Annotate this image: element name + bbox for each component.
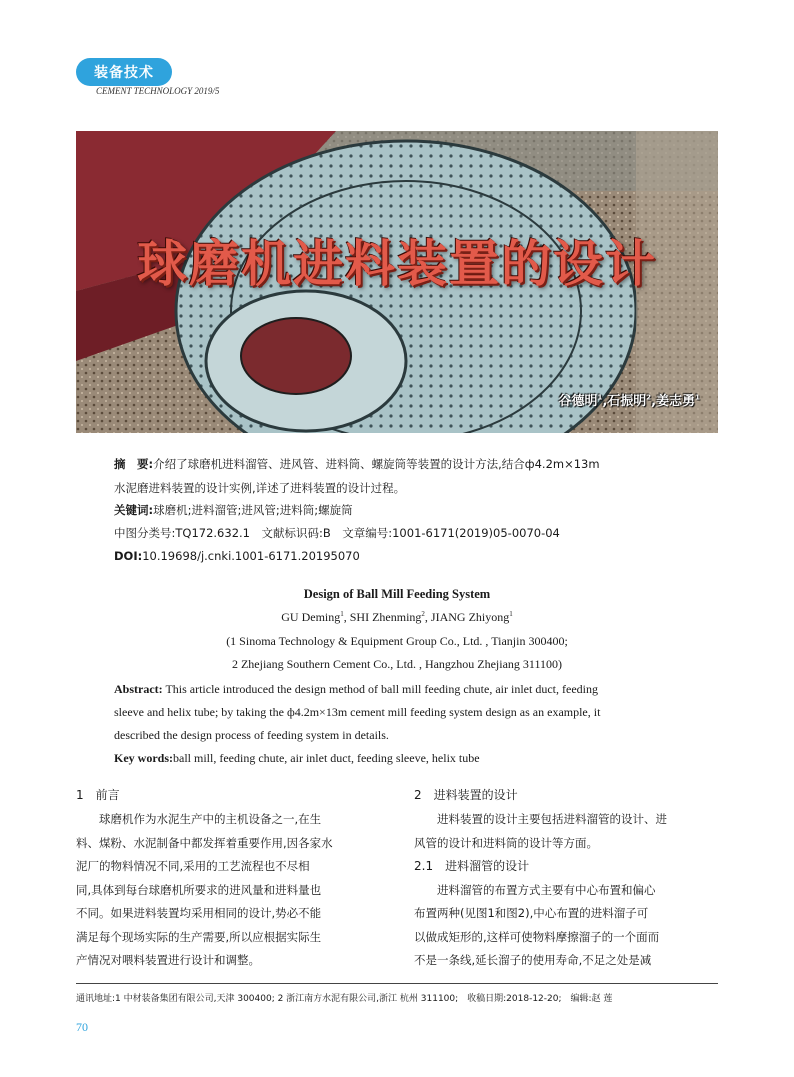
affiliation-2: 2 Zhejiang Southern Cement Co., Ltd. , Hangzhou Zhejiang 311100) xyxy=(231,657,563,671)
keywords-cn-label: 关键词: xyxy=(114,503,154,517)
keywords-en-label: Key words: xyxy=(114,751,173,765)
abstract-en-line2: sleeve and helix tube; by taking the ф4.2m×13m cement mill feeding system design as an example, it xyxy=(114,705,601,719)
abstract-en-text1: This article introduced the design method of ball mill feeding chute, air inlet duct, feeding xyxy=(162,682,598,696)
abstract-en-line1 xyxy=(114,682,598,697)
keywords-en xyxy=(114,751,480,766)
body-line: 球磨机作为水泥生产中的主机设备之一,在生 xyxy=(76,812,322,826)
body-line: 满足每个现场实际的生产需要,所以应根据实际生 xyxy=(76,929,322,944)
section-2-1-heading: 2.1 进料溜管的设计 xyxy=(414,859,530,873)
journal-name: CEMENT TECHNOLOGY 2019/5 xyxy=(96,86,220,96)
body-line: 料、煤粉、水泥制备中都发挥着重要作用,因各家水 xyxy=(76,835,333,850)
hero-authors: 谷德明$^1$,石振明$^2$,姜志勇$^1$ xyxy=(558,393,700,409)
doi-text: 10.19698/j.cnki.1001-6171.20195070 xyxy=(142,549,360,563)
footer-rule xyxy=(76,983,718,984)
section-2-heading: 2 进料装置的设计 xyxy=(414,788,518,802)
keywords-en-text: ball mill, feeding chute, air inlet duct, feeding sleeve, helix tube xyxy=(173,751,480,765)
abstract-cn-line1 xyxy=(114,456,600,472)
english-title: Design of Ball Mill Feeding System xyxy=(303,587,491,601)
body-line: 同,具体到每台球磨机所要求的进风量和进料量也 xyxy=(76,882,322,897)
abstract-en-label: Abstract: xyxy=(114,682,163,696)
section-2-body xyxy=(414,808,667,973)
body-line: 风管的设计和进料筒的设计等方面。 xyxy=(414,835,598,850)
keywords-cn xyxy=(114,502,353,518)
abstract-cn-label: 摘 要: xyxy=(114,457,154,471)
section-tag: 装备技术 xyxy=(76,58,172,86)
doi-label: DOI: xyxy=(114,549,143,563)
doi-line xyxy=(114,548,360,564)
body-line: 不同。如果进料装置均采用相同的设计,势必不能 xyxy=(76,906,322,920)
body-line: 泥厂的物料情况不同,采用的工艺流程也不尽相 xyxy=(76,859,310,873)
section-1-heading: 1 前言 xyxy=(76,788,120,802)
body-line: 进料溜管的布置方式主要有中心布置和偏心 xyxy=(414,882,656,897)
body-line: 不是一条线,延长溜子的使用寿命,不足之处是减 xyxy=(414,953,652,967)
hero-title: 球磨机进料装置的设计 xyxy=(137,235,657,293)
body-line: 以做成矩形的,这样可使物料摩擦溜子的一个面而 xyxy=(414,929,660,944)
body-line: 进料装置的设计主要包括进料溜管的设计、进 xyxy=(414,812,667,826)
keywords-cn-text: 球磨机;进料溜管;进风管;进料筒;螺旋筒 xyxy=(153,503,353,517)
body-line: 产情况对喂料装置进行设计和调整。 xyxy=(76,953,260,967)
abstract-cn-line2: 水泥磨进料装置的设计实例,详述了进料装置的设计过程。 xyxy=(114,481,406,495)
affiliation-1: (1 Sinoma Technology & Equipment Group Co., Ltd. , Tianjin 300400; xyxy=(226,634,568,648)
abstract-en-line3: described the design process of feeding system in details. xyxy=(114,728,389,742)
page-number: 70 xyxy=(76,1020,88,1034)
section-1-body xyxy=(76,808,333,973)
english-authors: GU Deming$^1$, SHI Zhenming$^2$, JIANG Zhiyong$^1$ xyxy=(281,610,513,624)
footer-note: 通讯地址:1 中材装备集团有限公司,天津 300400; 2 浙江南方水泥有限公司,浙江 杭州 311100; 收稿日期:2018-12-20; 编辑:赵 莲 xyxy=(76,994,613,1004)
abstract-cn-text1: 介绍了球磨机进料溜管、进风管、进料筒、螺旋筒等装置的设计方法,结合ф4.2m×13m xyxy=(153,457,600,471)
body-line: 布置两种(见图1和图2),中心布置的进料溜子可 xyxy=(414,906,649,920)
classification-line: 中图分类号:TQ172.632.1 文献标识码:B 文章编号:1001-6171(2019)05-0070-04 xyxy=(114,526,560,540)
